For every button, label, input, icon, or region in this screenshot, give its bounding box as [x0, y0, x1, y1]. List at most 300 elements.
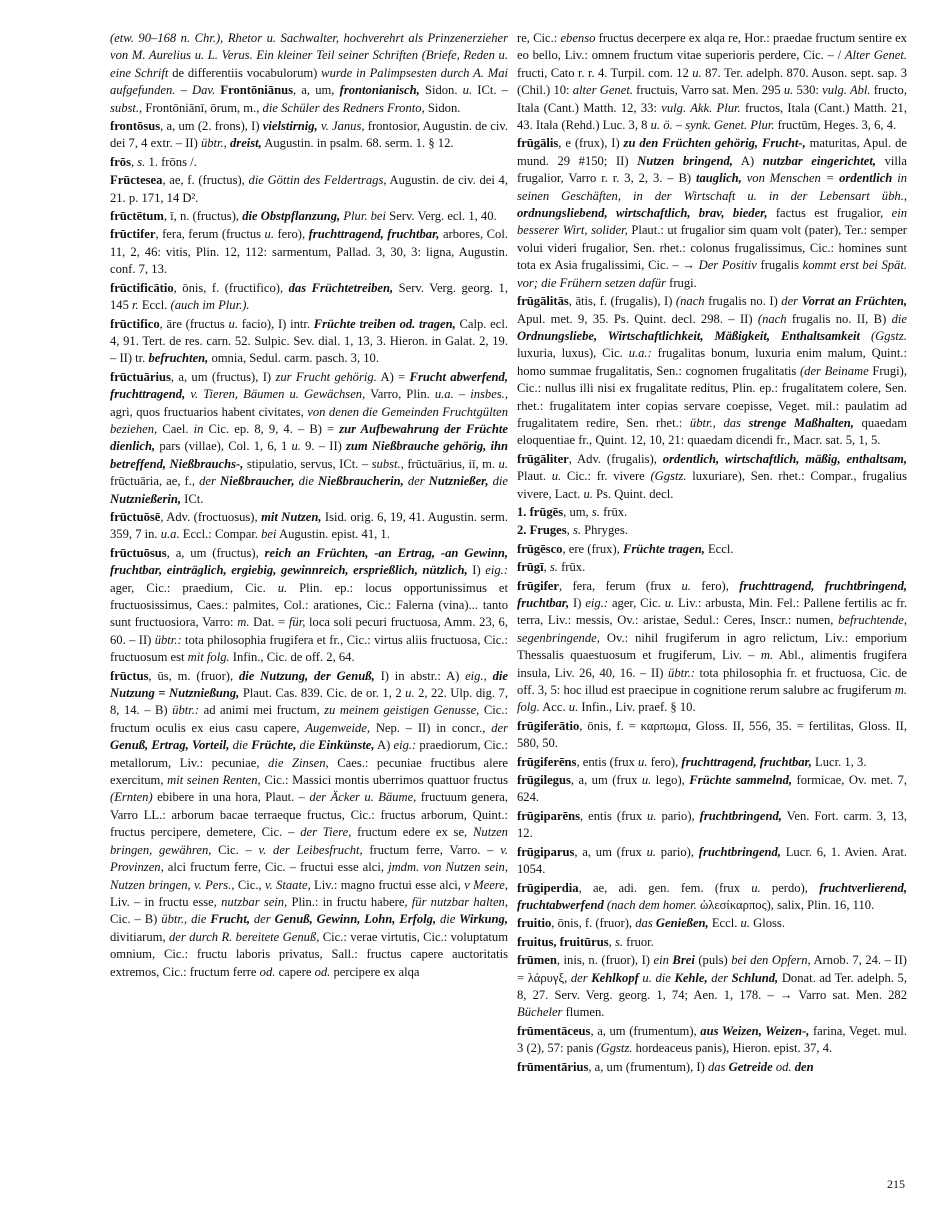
dictionary-entry	[517, 934, 907, 951]
dictionary-entry	[110, 226, 508, 278]
entry-text: u.	[740, 916, 750, 931]
entry-text: fructūm, Heges. 3, 6, 4.	[774, 118, 897, 133]
entry-text: tauglich,	[695, 171, 742, 186]
entry-text: formicae, Ov. met. 7, 624.	[517, 773, 907, 805]
entry-text: Kehlkopf	[587, 970, 639, 985]
entry-text: der	[491, 720, 508, 735]
entry-text: Eccl.: Compar.	[179, 527, 262, 542]
entry-text: ICt.	[181, 491, 204, 506]
entry-text: jmdm. von Nutzen sein, Nutzen bringen, v. Pers.,	[110, 860, 508, 892]
entry-text: fructo, Itala (Cant.) Matth. 12, 33:	[517, 83, 908, 115]
entry-text: Sidon.	[419, 83, 463, 98]
entry-text: I)	[569, 596, 586, 610]
dictionary-entry	[517, 718, 907, 753]
dictionary-entry	[517, 135, 907, 292]
entry-text: u.	[277, 580, 288, 595]
entry-text: den	[791, 1059, 814, 1074]
entry-text: Augustin. in psalm. 68. serm. 1. § 12.	[261, 136, 454, 151]
entry-text: Genuß, Ertrag, Vorteil,	[110, 738, 230, 753]
entry-text: fructus decerpere ex alqa re, Hor.: praedae fructum sentire ex eo bello, Liv.: omnem fructum vitae superioris perdere, Cic. – /	[517, 31, 907, 63]
entry-text: Lucr. 6, 1. Avien. Arat. 1054.	[517, 844, 907, 877]
entry-text: das Früchtetreiben,	[288, 280, 394, 295]
entry-text: Serv. Verg. ecl. 1, 40.	[386, 209, 497, 224]
entry-text: v. Provinzen,	[110, 842, 509, 875]
entry-text: , a, um (fructus), I)	[170, 369, 276, 384]
dictionary-entry	[110, 369, 508, 508]
dictionary-entry	[110, 154, 508, 171]
entry-text: luxuriare), Sen. rhet.: Compar., frugalius vivere, Lact.	[517, 469, 908, 501]
entry-text: Dat. =	[249, 615, 289, 630]
entry-text: eig.:	[585, 596, 609, 610]
entry-text: , e (frux), I)	[558, 136, 624, 151]
entry-text: m.	[237, 615, 250, 630]
entry-text: v. Staate,	[264, 877, 311, 892]
entry-text: eig.,	[465, 668, 487, 683]
entry-text: fruchtverlierend, fruchtabwerfend	[517, 880, 907, 912]
entry-text: frontonianisch,	[339, 83, 420, 98]
entry-text: praediorum, Cic.: metallorum, Liv.: pecuniae,	[110, 738, 508, 770]
dictionary-entry	[110, 316, 508, 368]
entry-text: die Schüler des Redners Fronto,	[262, 100, 425, 115]
entry-text: Frucht,	[206, 912, 250, 927]
entry-text: tota philosophia fr. et fructuosa, Cic. de off. 3, 5: hoc illud est praecipue in cognitione rerum salubre ac frugiferum	[517, 665, 907, 698]
entry-text: Frugi), Cic.: nullus illi nisi ex frugalitate reditus, Plin. ep.: frugalitatem colere, Sen. rhet.: frugalitatem inter copias servare coepisse, Veget. mil.: paulatim ad frugalitatem redire, Sen. rhet.:	[517, 363, 907, 430]
entry-text: fero),	[690, 578, 740, 593]
entry-text: fructum ferre, Varro. –	[362, 842, 501, 857]
entry-text: frugalis	[756, 258, 803, 273]
dictionary-entry	[517, 504, 907, 521]
entry-text: factus est frugalior,	[767, 206, 892, 221]
entry-text: Einkünste,	[314, 738, 375, 753]
entry-text: Augenweide,	[305, 720, 371, 735]
entry-text: facio), I) intr.	[237, 316, 314, 331]
entry-text: , ī, n. (fructus),	[163, 209, 243, 224]
entry-text: bei den Opfern,	[731, 953, 811, 968]
entry-text: (Ggstz.	[860, 328, 907, 343]
entry-text: u.	[291, 439, 301, 454]
entry-text: , ātis, f. (frugalis), I)	[568, 294, 676, 309]
entry-text: 1. frōns /.	[145, 154, 197, 169]
entry-text: A)	[374, 738, 394, 753]
entry-headword: frontōsus	[110, 119, 161, 134]
entry-text: Wirkung,	[455, 912, 508, 927]
entry-text: v. Tieren, Bäumen u. Gewächsen,	[185, 387, 366, 402]
entry-text: zu meinem geistigen Genusse,	[324, 703, 480, 718]
entry-text: dreist,	[226, 136, 262, 151]
entry-text: , ere (frux),	[562, 541, 623, 556]
entry-text: Plaut.: ut frugalior sim quam volt (pater), Ter.: semper volui videri frugalior, Sen. rhet.: colonus frugalissimus, Cic.: homines sunt tota ex Asia frugalissimi, Cic. – →	[517, 223, 907, 273]
entry-headword: frūctuārius	[110, 369, 171, 384]
entry-text: eig.:	[485, 563, 509, 578]
dictionary-entry	[110, 172, 508, 207]
entry-text: u.	[551, 469, 562, 484]
dictionary-entry	[517, 880, 907, 915]
entry-text: u.	[462, 83, 473, 98]
entry-headword: frūgiferēns	[517, 754, 577, 769]
entry-text: in seinen Geschäften, in der Wirtschaft u. in der Lebensart übh.,	[517, 171, 907, 203]
entry-text: frugalitas bonum, luxuria enim malum, Quint.: homo summae frugalitatis, Sen.: cognomen frugalitatis	[517, 346, 907, 378]
entry-headword: frūctificātio	[110, 280, 174, 295]
entry-headword: Frontōniānus	[220, 83, 293, 98]
entry-text: befruchtende, segenbringende,	[517, 613, 907, 645]
entry-text: Schlund,	[728, 970, 779, 985]
entry-text: die	[488, 474, 509, 489]
entry-text: 2, 22. Ulp. dig. 7, 8, 14. – B)	[110, 686, 508, 718]
entry-headword: frūgālitās	[517, 294, 569, 309]
entry-text: u.a.:	[628, 346, 652, 361]
entry-text: mit Nutzen,	[261, 509, 322, 524]
entry-text: , ōnis, f. = καρπωμα, Gloss. II, 556, 35. = fertilitas, Gloss. II, 580, 50.	[517, 718, 907, 751]
entry-text: strenge Maßhalten,	[740, 415, 854, 430]
entry-text: frugalis no. II, B)	[786, 311, 892, 326]
entry-text: , a, um (frux	[574, 844, 647, 859]
entry-text: u.	[583, 486, 593, 501]
entry-headword: frōs	[110, 154, 131, 169]
entry-text: Eccl.	[704, 541, 734, 556]
dictionary-entry	[517, 541, 907, 558]
entry-text: percipere ex alqa	[330, 964, 420, 979]
entry-text: der	[707, 970, 729, 985]
entry-text: frūctuārius, iī, m.	[403, 456, 499, 471]
entry-text: zur Aufbewahrung der Früchte dienlich,	[110, 421, 508, 454]
entry-text: übtr.,	[200, 136, 227, 151]
entry-text: od.	[259, 964, 276, 979]
entry-text: , entis (frux	[576, 754, 639, 769]
entry-text: mit folg.	[187, 650, 230, 665]
entry-text: vielstirnig,	[262, 119, 318, 134]
entry-text: u.a. – insbes.,	[434, 387, 508, 402]
entry-text: fero),	[273, 227, 309, 242]
entry-text: Nutznießer,	[424, 474, 489, 489]
entry-text: das	[635, 916, 653, 931]
entry-text: arbores, Col. 11, 2, 46: vitis, Plin. 12, 112: sarmentum, Pallad. 3, 30, 3: ligna, Augustin. conf. 7, 13.	[110, 227, 508, 277]
entry-text: u.	[751, 880, 761, 895]
dictionary-entry	[517, 754, 907, 771]
entry-text: Cic.: fr. vivere	[561, 469, 651, 484]
entry-headword: frūctifico	[110, 316, 160, 331]
entry-text: , ōnis, f. (fructifico),	[173, 280, 289, 295]
entry-text: m.	[760, 648, 774, 663]
entry-text: ὠλεσίκαρπος), salix, Plin. 16, 110.	[696, 897, 875, 912]
dictionary-entry	[517, 915, 907, 932]
entry-text: Alter Genet.	[844, 48, 907, 63]
entry-text: Ov.: nihil frugiferum in agro relictum, Liv.: emporium Thessalis quaestuosum et frugiferum, Liv. –	[517, 630, 907, 663]
entry-headword: frūgālis	[517, 136, 559, 151]
entry-text: Früchte treiben od. tragen,	[313, 316, 456, 331]
entry-text: Nutzen bringend,	[637, 153, 733, 168]
entry-text: fruchtbringend,	[699, 808, 782, 823]
entry-text: fructuis, Varro sat. Men. 295	[632, 83, 784, 98]
dictionary-entry	[110, 30, 508, 117]
entry-text: u.	[783, 83, 794, 98]
entry-text: , Adv. (frugalis),	[568, 451, 663, 466]
entry-text: frugalis no. I)	[704, 294, 782, 309]
entry-headword: frūmen	[517, 953, 557, 968]
entry-headword: frūctuōsē	[110, 509, 161, 524]
entry-text: r.	[132, 298, 139, 313]
entry-text: für nutzbar halten,	[411, 894, 508, 909]
entry-headword: frūctifer	[110, 227, 156, 242]
entry-text: frūx.	[557, 560, 586, 575]
entry-text: Cic.: fructum oculis ex eius casu capere,	[110, 703, 508, 735]
entry-text: (nach	[675, 294, 705, 309]
entry-text: frontosior, Augustin. de civ. dei 7, 4 extr. – II)	[110, 119, 508, 151]
entry-text: flumen.	[562, 1005, 605, 1020]
entry-text: frūx.	[599, 504, 628, 519]
entry-text: ager, Cic.	[608, 596, 665, 610]
entry-text: Vorrat an Früchten,	[798, 294, 907, 309]
entry-text: tota philosophia frugifera et fr., Cic.: virtus aliis fructuosa, Cic.: fructuosum est	[110, 632, 508, 665]
entry-text: , a, um,	[292, 83, 340, 98]
dictionary-entry	[517, 1059, 907, 1076]
dictionary-entry	[517, 293, 907, 450]
entry-text: (auch im Plur.).	[170, 298, 250, 313]
entry-text: von Menschen =	[741, 171, 835, 186]
entry-text: , ōnis, f. (fruor),	[551, 916, 636, 931]
entry-text: Brei	[668, 953, 695, 968]
entry-text: , Adv. (froctuosus),	[160, 509, 262, 524]
entry-headword: frūgiperdia	[517, 880, 579, 895]
left-column	[110, 30, 508, 982]
entry-text: ad animi mei fructum,	[199, 703, 325, 718]
entry-text: m. folg.	[517, 683, 907, 715]
entry-text: Cael.	[157, 421, 194, 436]
entry-text: farina, Veget. mul. 3 (2), 57: panis	[517, 1023, 907, 1056]
entry-text: Infin., Cic. de off. 2, 64.	[229, 650, 355, 665]
dictionary-entry	[110, 668, 508, 981]
entry-text: Acc.	[539, 700, 569, 715]
entry-text: die Obstpflanzung,	[242, 209, 341, 224]
entry-text: v. Janus,	[317, 119, 365, 134]
entry-text: fruchttragend, fruchtbringend, fruchtbar,	[517, 578, 908, 610]
entry-text: Cic. – B)	[110, 912, 162, 927]
dictionary-entry	[517, 952, 907, 1022]
entry-text: der Äcker u. Bäume,	[309, 790, 417, 805]
entry-headword: frūmentāceus	[517, 1023, 591, 1038]
entry-text: Gloss.	[749, 916, 785, 931]
entry-text: Früchte tragen,	[622, 541, 705, 556]
entry-text: A) =	[376, 369, 410, 384]
entry-text: 9. – II)	[300, 439, 347, 454]
entry-text: Donat. ad Ter. adelph. 5, 8, 27. Serv. Verg. georg. 1, 74; Aen. 1, 178. – → Varro sat. Men. 282	[517, 970, 907, 1002]
entry-text: Liv.: magno fructui esse alci,	[310, 877, 465, 892]
entry-text: , a, um (frux	[570, 773, 642, 788]
entry-text: Apul. met. 9, 35. Ps. Quint. decl. 298. – II)	[517, 311, 758, 326]
entry-text: Phryges.	[581, 523, 628, 538]
entry-text: (nach dem homer.	[603, 897, 697, 912]
entry-text: I)	[467, 563, 486, 578]
entry-text: Cic. –	[211, 842, 259, 857]
entry-text: Arnob. 7, 24. – II) = λάρυγξ,	[517, 953, 907, 985]
entry-text: Ps. Quint. decl.	[592, 486, 674, 501]
entry-text: übtr.,	[161, 912, 188, 927]
entry-text: (der Beiname	[799, 363, 869, 378]
entry-text: subst.,	[110, 100, 143, 115]
entry-text: , fera, ferum (fructus	[155, 227, 265, 242]
entry-text: vulg. Akk. Plur.	[661, 100, 741, 115]
entry-text: Nutzen bringen, gewähren,	[110, 825, 508, 857]
entry-text: alci fructum ferre, Cic. – fructui esse alci,	[163, 860, 389, 875]
entry-headword: frūgiparēns	[517, 808, 580, 823]
entry-text: s.	[572, 523, 582, 538]
entry-text: frūctuāria, ae, f.,	[110, 474, 200, 489]
entry-headword: frūctus	[110, 668, 149, 683]
entry-text: Frontōniānī, ōrum, m.,	[142, 100, 263, 115]
entry-text: ordentlich, wirtschaftlich, mäßig, enthaltsam,	[662, 451, 907, 466]
entry-text: ,	[543, 560, 550, 575]
dictionary-entry	[110, 509, 508, 544]
entry-text: fero),	[647, 754, 682, 769]
entry-text: (Ggstz.	[650, 469, 687, 484]
entry-text: der	[570, 970, 588, 985]
entry-text: ebenso	[560, 31, 596, 45]
entry-text: u.	[646, 844, 657, 859]
dictionary-entry	[517, 522, 907, 539]
entry-text: Cic.,	[234, 877, 265, 892]
entry-text: perdo),	[760, 880, 820, 895]
entry-text: , inis, n. (fruor), I)	[556, 953, 654, 968]
entry-headword: fruitio	[517, 916, 552, 931]
entry-text: fructuum genera, Varro LL.: arborum bacae terraeque fructus, Cic.: fructus arborum, Quint.: fructus percipere, demetere, Cic. –	[110, 790, 509, 840]
entry-headword: Frūctesea	[110, 173, 163, 188]
entry-text: lego),	[651, 773, 690, 788]
entry-text: pario),	[656, 808, 700, 823]
entry-headword: frūctuōsus	[110, 545, 167, 560]
dictionary-entry	[110, 208, 508, 225]
entry-text: übtr.:	[668, 665, 695, 680]
entry-text: u.	[647, 808, 657, 823]
entry-text: Plin. ep.: locus opportunissimus et fructuosissimus, Caes.: palmites, Col.: arationes, Cic.: Falerna (vina)... tanto sunt fructuosiora, Varro:	[110, 580, 508, 630]
entry-headword: 2. Fruges	[517, 523, 567, 538]
entry-text: der	[249, 912, 271, 927]
entry-text: A)	[732, 153, 763, 168]
entry-text: quaedam eloquentiae fr., Quint. 12, 10, 21: quaedam dicendi fr., Macr. sat. 5, 1, 5.	[517, 415, 907, 448]
entry-text: Getreide	[725, 1059, 773, 1074]
entry-text: , ae, adi. gen. fem. (frux	[578, 880, 752, 895]
entry-text: Frucht abwerfend, fruchttragend,	[110, 369, 508, 402]
entry-headword: frūgāliter	[517, 451, 569, 466]
entry-text: u.	[264, 227, 274, 242]
entry-text: , a, um (2. frons), I)	[160, 119, 263, 134]
entry-text: Bücheler	[517, 1005, 563, 1020]
entry-text: Varro, Plin.	[365, 387, 435, 402]
entry-text: Genuß, Gewinn, Lohn, Erfolg,	[270, 912, 437, 927]
entry-text: die Göttin des Feldertrags,	[248, 173, 387, 188]
entry-text: ebibere in una hora, Plaut. –	[152, 790, 310, 805]
entry-text: u. die	[638, 970, 671, 985]
entry-text: Ordnungsliebe, Wirtschaftlichkeit, Mäßigkeit, Enthaltsamkeit	[517, 328, 861, 343]
entry-headword: frūgēsco	[517, 541, 563, 556]
entry-text: Nep. – II) in concr.,	[370, 720, 492, 735]
entry-text: , ūs, m. (fruor),	[148, 668, 239, 683]
entry-text: , entis (frux	[579, 808, 648, 823]
entry-text: der durch R. bereitete Genuß,	[169, 929, 320, 944]
entry-text: Augustin. epist. 41, 1.	[276, 527, 390, 542]
page-number: 215	[887, 1177, 905, 1191]
entry-text: ager, Cic.: praedium, Cic.	[110, 580, 278, 595]
entry-text: divitiarum,	[110, 929, 169, 944]
dictionary-entry	[517, 559, 907, 576]
entry-text: nutzbar sein,	[221, 894, 288, 909]
entry-text: Ven. Fort. carm. 3, 13, 12.	[517, 808, 907, 841]
entry-text: Der Positiv	[698, 258, 757, 273]
entry-text: Lucr. 1, 3.	[811, 754, 867, 769]
entry-text: befruchten,	[148, 351, 209, 366]
entry-text: u.	[568, 700, 579, 715]
entry-text: Sidon.	[424, 100, 461, 115]
entry-text: Früchte,	[248, 738, 297, 753]
dictionary-entry	[110, 280, 508, 315]
entry-text: pars (villae), Col. 1, 6, 1	[155, 439, 292, 454]
entry-text: bei	[261, 527, 277, 542]
entry-headword: frūmentārius	[517, 1059, 589, 1074]
dictionary-entry	[517, 578, 907, 717]
entry-text: , um,	[563, 504, 592, 519]
entry-text: ,	[608, 934, 615, 949]
entry-text: ein besserer Wirt, solider,	[517, 206, 907, 238]
dictionary-entry	[110, 118, 508, 153]
entry-text: s.	[549, 560, 558, 575]
entry-text: , a, um (fructus),	[166, 545, 265, 560]
entry-text: s.	[614, 934, 624, 949]
entry-text: s.	[591, 504, 600, 519]
entry-text: 530:	[793, 83, 823, 98]
entry-text: Nießbraucher,	[215, 474, 295, 489]
entry-text: nutzbar eingerichtet,	[762, 153, 876, 168]
entry-text: Liv.: arbusta, Min. Fel.: Pallene fertilis ac fr. terra, Liv.: messis, Ov.: aristae, Sedul.: Ceres, Inscr.: numen,	[517, 596, 907, 628]
entry-text: ICt. –	[472, 83, 509, 98]
entry-text: (etw. 90–168 n. Chr.), Rhetor u. Sachwalter, hochverehrt als Prinzenerzieher von M. Aurelius u. L. Verus. Ein kleiner Teil seiner Schriften (Briefe, Reden u. eine Schrift	[110, 31, 508, 80]
entry-text: Nießbraucherin,	[313, 474, 404, 489]
entry-text: u.	[692, 65, 702, 80]
entry-text: die	[187, 912, 207, 927]
entry-text: stipulatio, servus, ICt. –	[243, 456, 372, 471]
entry-text: zum Nießbrauche gehörig, ihn betreffend, Nießbrauchs-,	[110, 439, 508, 471]
entry-text: Caes.: pecuniae fructibus alere exercitum,	[110, 755, 508, 788]
entry-text: Plaut.	[517, 469, 552, 484]
entry-text: Cic. ep. 8, 9, 4. – B) =	[203, 421, 340, 436]
entry-text: , āre (fructus	[159, 316, 229, 331]
entry-text: mit seinen Renten,	[167, 773, 261, 788]
entry-text: Eccl.	[138, 298, 171, 313]
entry-text: loca soli pecuri fructuosa, Amm. 23, 6, 60. – II)	[110, 615, 508, 647]
entry-text: villa frugalior, Varro r. r. 3, 2, 3. – B)	[517, 153, 907, 186]
entry-text: v Meere,	[464, 877, 508, 892]
entry-text: u.	[498, 456, 508, 471]
entry-text: (nach	[757, 311, 787, 326]
entry-text: v. der Leibesfrucht,	[258, 842, 363, 857]
entry-text: , fera, ferum (frux	[558, 578, 682, 593]
entry-text: ordentlich	[834, 171, 893, 186]
dictionary-entry	[517, 451, 907, 503]
entry-text: übtr., das	[689, 415, 741, 430]
entry-text: ,	[130, 154, 138, 169]
entry-text: Infin., Liv. praef. § 10.	[578, 700, 696, 715]
entry-text: Calp. ecl. 4, 91. Tert. de res. carn. 52. Sulpic. Sev. dial. 1, 13, 3. Hieron. in Galat. 2, 19. – II) tr.	[110, 316, 508, 366]
entry-headword: frūgī	[517, 560, 544, 575]
entry-text: od.	[314, 964, 331, 979]
entry-text: u.	[405, 686, 415, 701]
entry-headword: frūgilegus	[517, 773, 571, 788]
entry-text: eig.:	[393, 738, 417, 753]
entry-text: vulg. Abl.	[822, 83, 871, 98]
entry-text: , a, um (frumentum),	[590, 1023, 701, 1038]
entry-text: subst.,	[371, 456, 404, 471]
entry-text: , a, um (frumentum), I)	[588, 1059, 708, 1074]
entry-text: u.	[681, 578, 691, 593]
entry-text: in	[193, 421, 204, 436]
entry-text: s.	[137, 154, 146, 169]
